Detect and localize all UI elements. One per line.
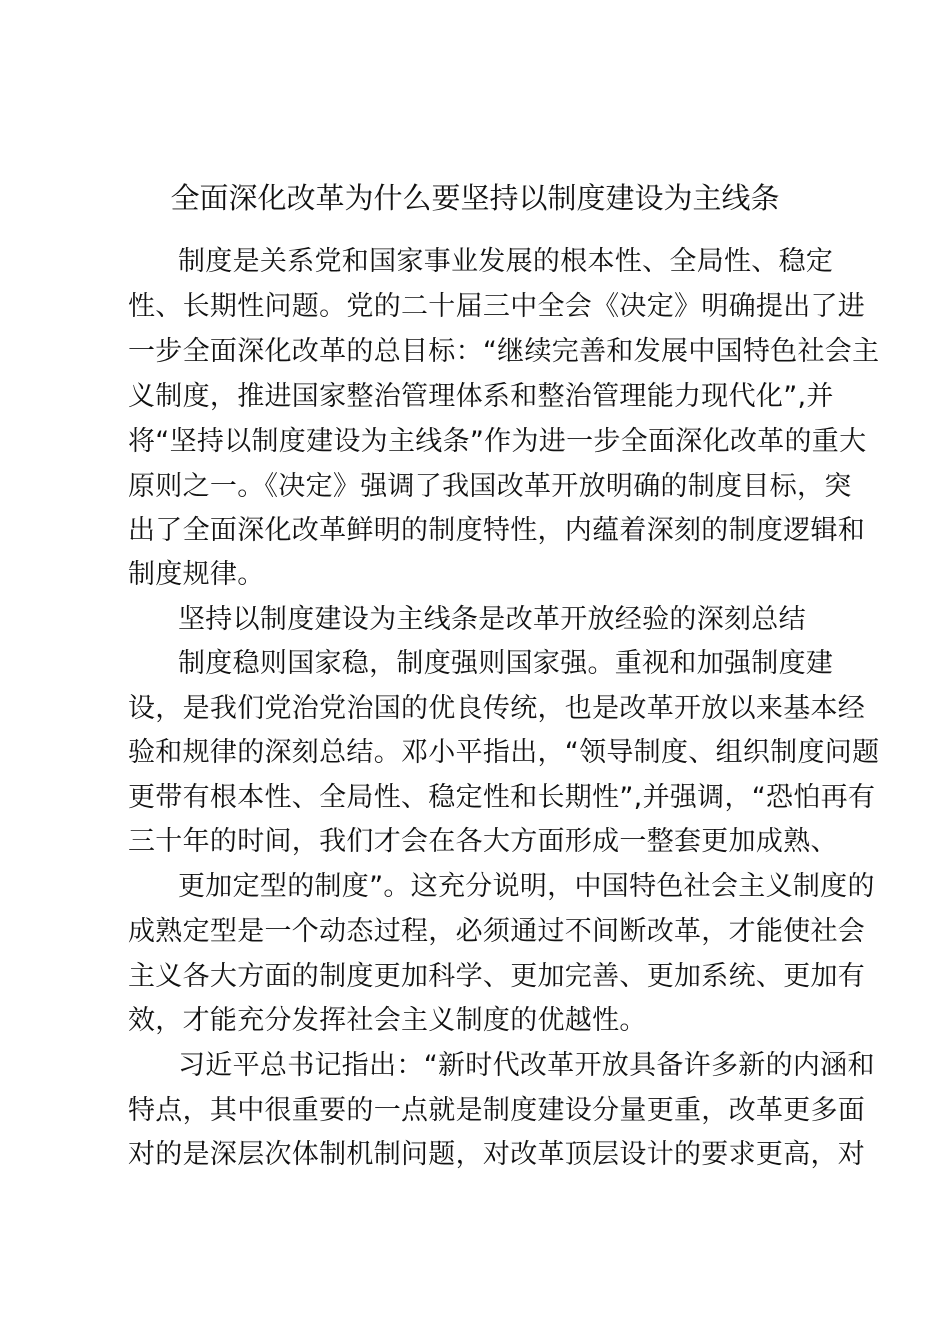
text-line: 设，是我们党治党治国的优良传统，也是改革开放以来基本经 bbox=[128, 693, 866, 724]
section-heading: 坚持以制度建设为主线条是改革开放经验的深刻总结 bbox=[178, 604, 806, 635]
text-line: 效，才能充分发挥社会主义制度的优越性。 bbox=[128, 1005, 647, 1036]
text-line: 义制度，推进国家整治管理体系和整治管理能力现代化”,并 bbox=[128, 381, 834, 412]
text-line: 习近平总书记指出：“新时代改革开放具备许多新的内涵和 bbox=[178, 1050, 875, 1081]
text-line: 三十年的时间，我们才会在各大方面形成一整套更加成熟、 bbox=[128, 826, 838, 857]
document-title: 全面深化改革为什么要坚持以制度建设为主线条 bbox=[170, 181, 780, 215]
text-line: 主义各大方面的制度更加科学、更加完善、更加系统、更加有 bbox=[128, 961, 866, 992]
text-line: 验和规律的深刻总结。邓小平指出，“领导制度、组织制度问题 bbox=[128, 737, 880, 768]
text-line: 对的是深层次体制机制问题，对改革顶层设计的要求更高，对 bbox=[128, 1139, 866, 1170]
text-line: 将“坚持以制度建设为主线条”作为进一步全面深化改革的重大 bbox=[128, 426, 867, 457]
text-line: 制度规律。 bbox=[128, 559, 265, 590]
text-line: 性、长期性问题。党的二十届三中全会《决定》明确提出了进 bbox=[128, 291, 866, 322]
text-line: 出了全面深化改革鲜明的制度特性，内蕴着深刻的制度逻辑和 bbox=[128, 515, 866, 546]
text-line: 制度稳则国家稳，制度强则国家强。重视和加强制度建 bbox=[178, 648, 834, 679]
text-line: 更带有根本性、全局性、稳定性和长期性”,并强调，“恐怕再有 bbox=[128, 782, 876, 813]
text-line: 一步全面深化改革的总目标：“继续完善和发展中国特色社会主 bbox=[128, 336, 880, 367]
text-line: 成熟定型是一个动态过程，必须通过不间断改革，才能使社会 bbox=[128, 916, 866, 947]
text-line: 更加定型的制度”。这充分说明，中国特色社会主义制度的 bbox=[178, 871, 875, 902]
text-line: 特点，其中很重要的一点就是制度建设分量更重，改革更多面 bbox=[128, 1095, 866, 1126]
text-line: 原则之一。《决定》强调了我国改革开放明确的制度目标，突 bbox=[128, 471, 852, 502]
text-line: 制度是关系党和国家事业发展的根本性、全局性、稳定 bbox=[178, 246, 834, 277]
